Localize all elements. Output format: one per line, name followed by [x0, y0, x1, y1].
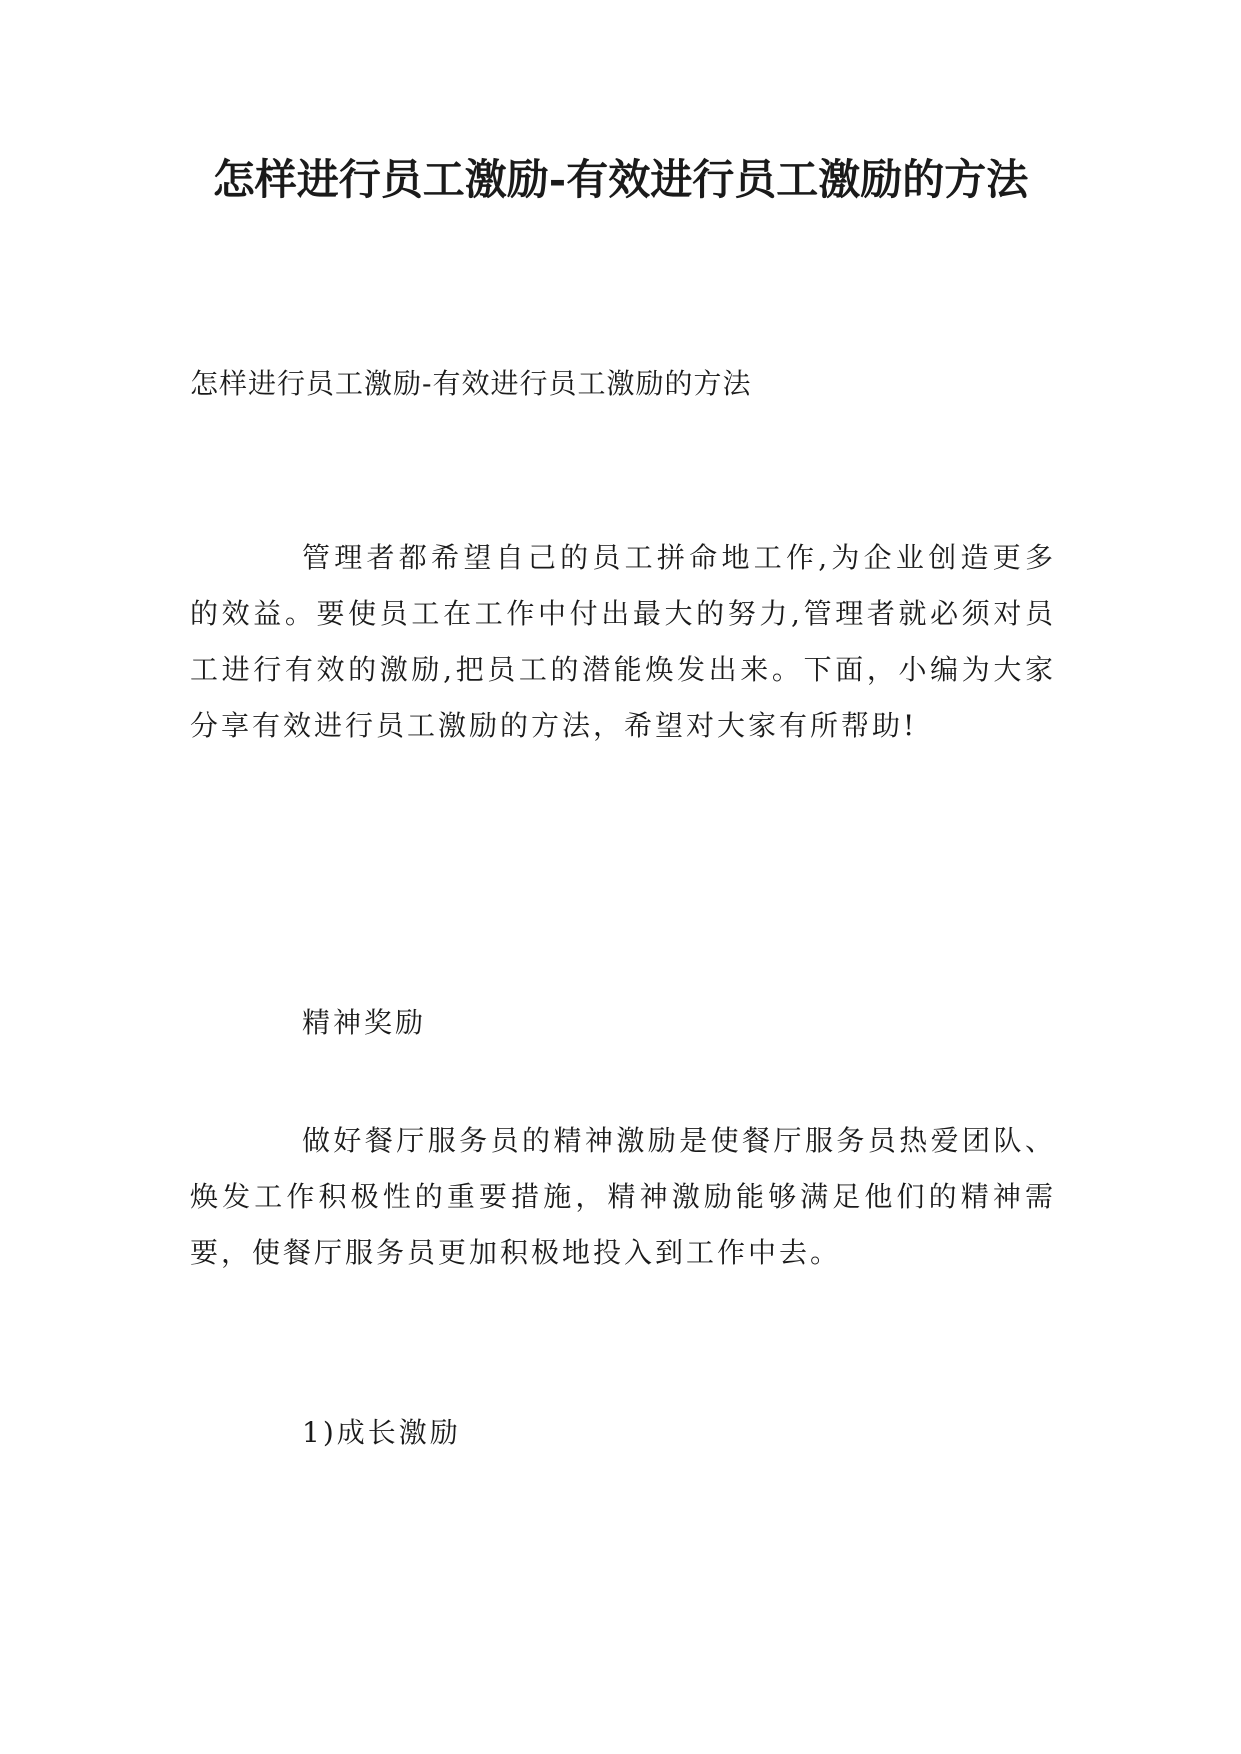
section-paragraph: 做好餐厅服务员的精神激励是使餐厅服务员热爱团队、焕发工作积极性的重要措施，精神激励能够满足他们的精神需要，使餐厅服务员更加积极地投入到工作中去。 — [190, 1124, 1056, 1269]
section-heading: 精神奖励 — [302, 1006, 427, 1039]
document-subtitle: 怎样进行员工激励-有效进行员工激励的方法 — [190, 367, 752, 400]
document-title: 怎样进行员工激励-有效进行员工激励的方法 — [212, 155, 1029, 204]
sub-heading: 1)成长激励 — [302, 1416, 461, 1449]
intro-paragraph: 管理者都希望自己的员工拼命地工作,为企业创造更多的效益。要使员工在工作中付出最大的努力,管理者就必须对员工进行有效的激励,把员工的潜能焕发出来。下面，小编为大家分享有效进行员工激励的方法，希望对大家有所帮助! — [190, 541, 1056, 742]
